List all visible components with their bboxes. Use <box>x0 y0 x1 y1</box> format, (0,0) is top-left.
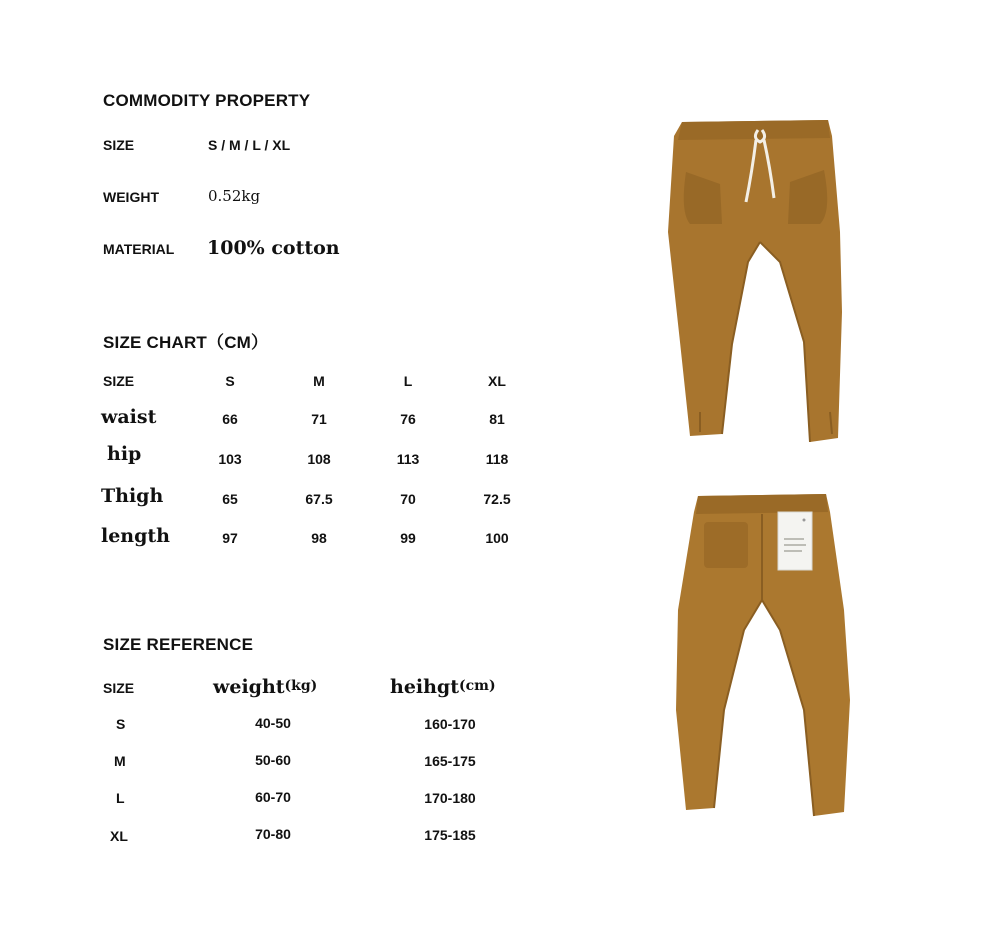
size-chart-header-m: M <box>313 373 325 389</box>
ref-weight: 60-70 <box>255 789 291 805</box>
ref-height: 165-175 <box>424 753 476 769</box>
table-cell: 71 <box>311 411 327 427</box>
table-cell: 103 <box>218 451 242 467</box>
ref-weight: 70-80 <box>255 826 291 842</box>
ref-size: S <box>116 716 126 732</box>
material-value: 100% cotton <box>207 237 340 259</box>
table-cell: 67.5 <box>305 491 333 507</box>
size-chart-header-s: S <box>225 373 235 389</box>
pants-back-image <box>664 490 860 820</box>
ref-height: 160-170 <box>424 716 476 732</box>
ref-weight: 50-60 <box>255 752 291 768</box>
ref-header-height-text: heihgt <box>390 676 459 698</box>
ref-size: XL <box>110 828 128 844</box>
ref-header-weight-text: weight <box>213 676 285 698</box>
size-label: SIZE <box>103 137 135 153</box>
size-chart-header-l: L <box>403 373 413 389</box>
table-cell: 70 <box>400 491 416 507</box>
material-label: MATERIAL <box>103 241 175 257</box>
length-label: length <box>101 525 170 547</box>
ref-header-weight <box>213 676 317 698</box>
ref-header-size: SIZE <box>103 680 135 696</box>
table-cell: 98 <box>311 530 327 546</box>
ref-height: 175-185 <box>424 827 476 843</box>
table-cell: 113 <box>396 451 420 467</box>
size-chart-title: SIZE CHART（CM） <box>103 333 269 352</box>
ref-size: L <box>116 790 125 806</box>
ref-size: M <box>114 753 126 769</box>
commodity-title: COMMODITY PROPERTY <box>103 91 311 110</box>
table-cell: 118 <box>485 451 509 467</box>
table-cell: 108 <box>307 451 331 467</box>
size-reference-title: SIZE REFERENCE <box>103 635 254 654</box>
table-cell: 100 <box>485 530 509 546</box>
table-cell: 97 <box>222 530 238 546</box>
hip-label: hip <box>107 443 142 465</box>
size-value: S / M / L / XL <box>208 137 291 153</box>
ref-header-height <box>390 676 496 698</box>
pants-front-image <box>660 112 850 448</box>
ref-header-height-unit: (cm) <box>459 678 496 694</box>
ref-weight: 40-50 <box>255 715 291 731</box>
size-chart-header-size: SIZE <box>103 373 135 389</box>
weight-label: WEIGHT <box>103 189 159 205</box>
table-cell: 66 <box>222 411 238 427</box>
weight-value: 0.52kg <box>208 187 261 205</box>
table-cell: 76 <box>400 411 416 427</box>
ref-height: 170-180 <box>424 790 476 806</box>
ref-header-weight-unit: (kg) <box>284 678 318 694</box>
waist-label: waist <box>101 406 157 428</box>
table-cell: 72.5 <box>483 491 511 507</box>
size-chart-header-xl: XL <box>488 373 506 389</box>
table-cell: 81 <box>489 411 505 427</box>
thigh-label: Thigh <box>101 485 164 507</box>
table-cell: 99 <box>400 530 416 546</box>
table-cell: 65 <box>222 491 238 507</box>
